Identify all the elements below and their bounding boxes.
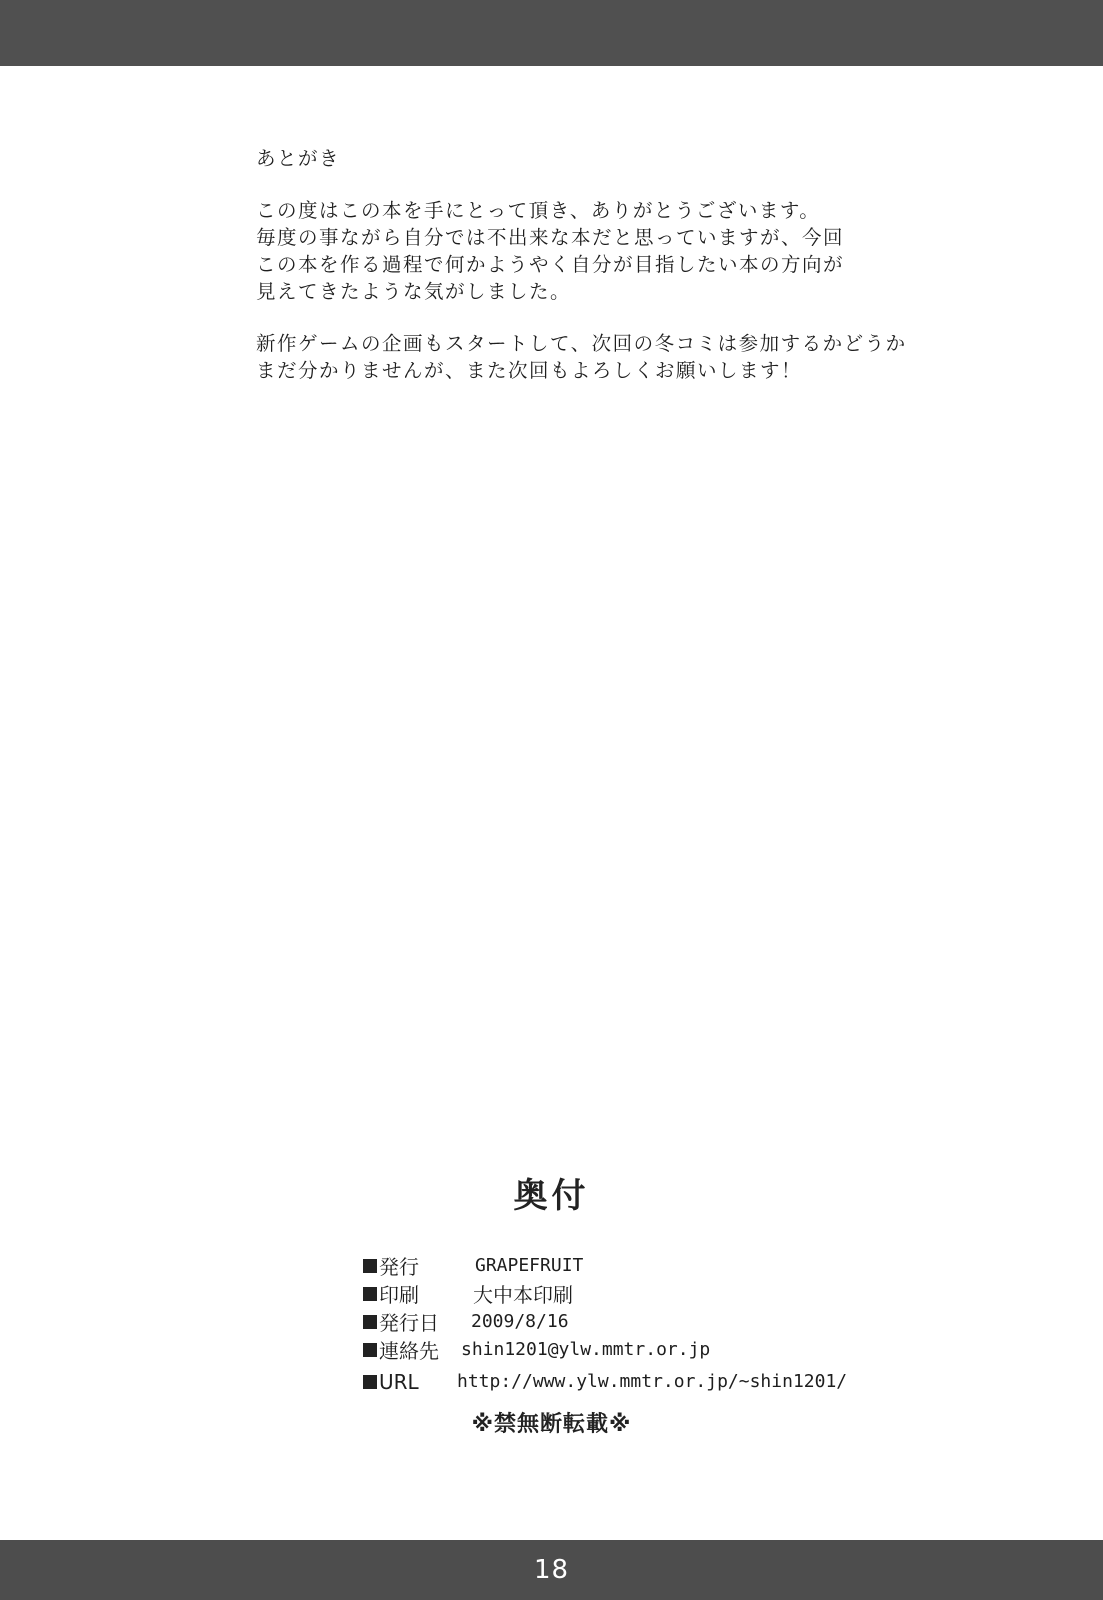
page-number: 18	[533, 1555, 570, 1585]
afterword-line: 新作ゲームの企画もスタートして、次回の冬コミは参加するかどうか	[256, 332, 907, 355]
colophon-row-contact	[363, 1336, 847, 1363]
square-bullet-icon	[363, 1287, 377, 1301]
colophon-value: 2009/8/16	[471, 1311, 569, 1332]
colophon-row-url	[363, 1368, 847, 1395]
colophon-value: 大中本印刷	[473, 1283, 573, 1307]
colophon-label: URL	[379, 1369, 419, 1394]
square-bullet-icon	[363, 1343, 377, 1357]
contact-email: shin1201@ylw.mmtr.or.jp	[461, 1339, 711, 1360]
top-border-bar	[0, 0, 1103, 66]
afterword-line: まだ分かりませんが、また次回もよろしくお願いします！	[256, 359, 803, 382]
afterword-heading: あとがき	[256, 147, 341, 170]
afterword-paragraph-2	[256, 330, 956, 384]
afterword-section	[256, 145, 956, 409]
afterword-line: この本を作る過程で何かようやく自分が目指したい本の方向が	[256, 253, 845, 276]
colophon-label: 発行	[379, 1255, 419, 1279]
colophon-title: 奥付	[513, 1176, 590, 1216]
colophon-value: GRAPEFRUIT	[475, 1255, 584, 1276]
no-reproduction-notice: ※禁無断転載※	[471, 1412, 632, 1437]
colophon-label: 発行日	[379, 1311, 439, 1335]
colophon-label: 連絡先	[379, 1339, 439, 1363]
website-url: http://www.ylw.mmtr.or.jp/~shin1201/	[457, 1371, 848, 1392]
bottom-border-bar	[0, 1540, 1103, 1600]
colophon-label: 印刷	[379, 1283, 419, 1307]
square-bullet-icon	[363, 1315, 377, 1329]
afterword-line: 見えてきたような気がしました。	[256, 280, 572, 303]
afterword-line: 毎度の事ながら自分では不出来な本だと思っていますが、今回	[256, 226, 845, 249]
square-bullet-icon	[363, 1259, 377, 1273]
afterword-paragraph-1	[256, 197, 956, 305]
colophon-list	[363, 1252, 847, 1396]
colophon-row-publisher	[363, 1252, 847, 1279]
colophon-row-date	[363, 1308, 847, 1335]
square-bullet-icon	[363, 1375, 377, 1389]
afterword-line: この度はこの本を手にとって頂き、ありがとうございます。	[256, 199, 821, 222]
colophon-row-printer	[363, 1280, 847, 1307]
